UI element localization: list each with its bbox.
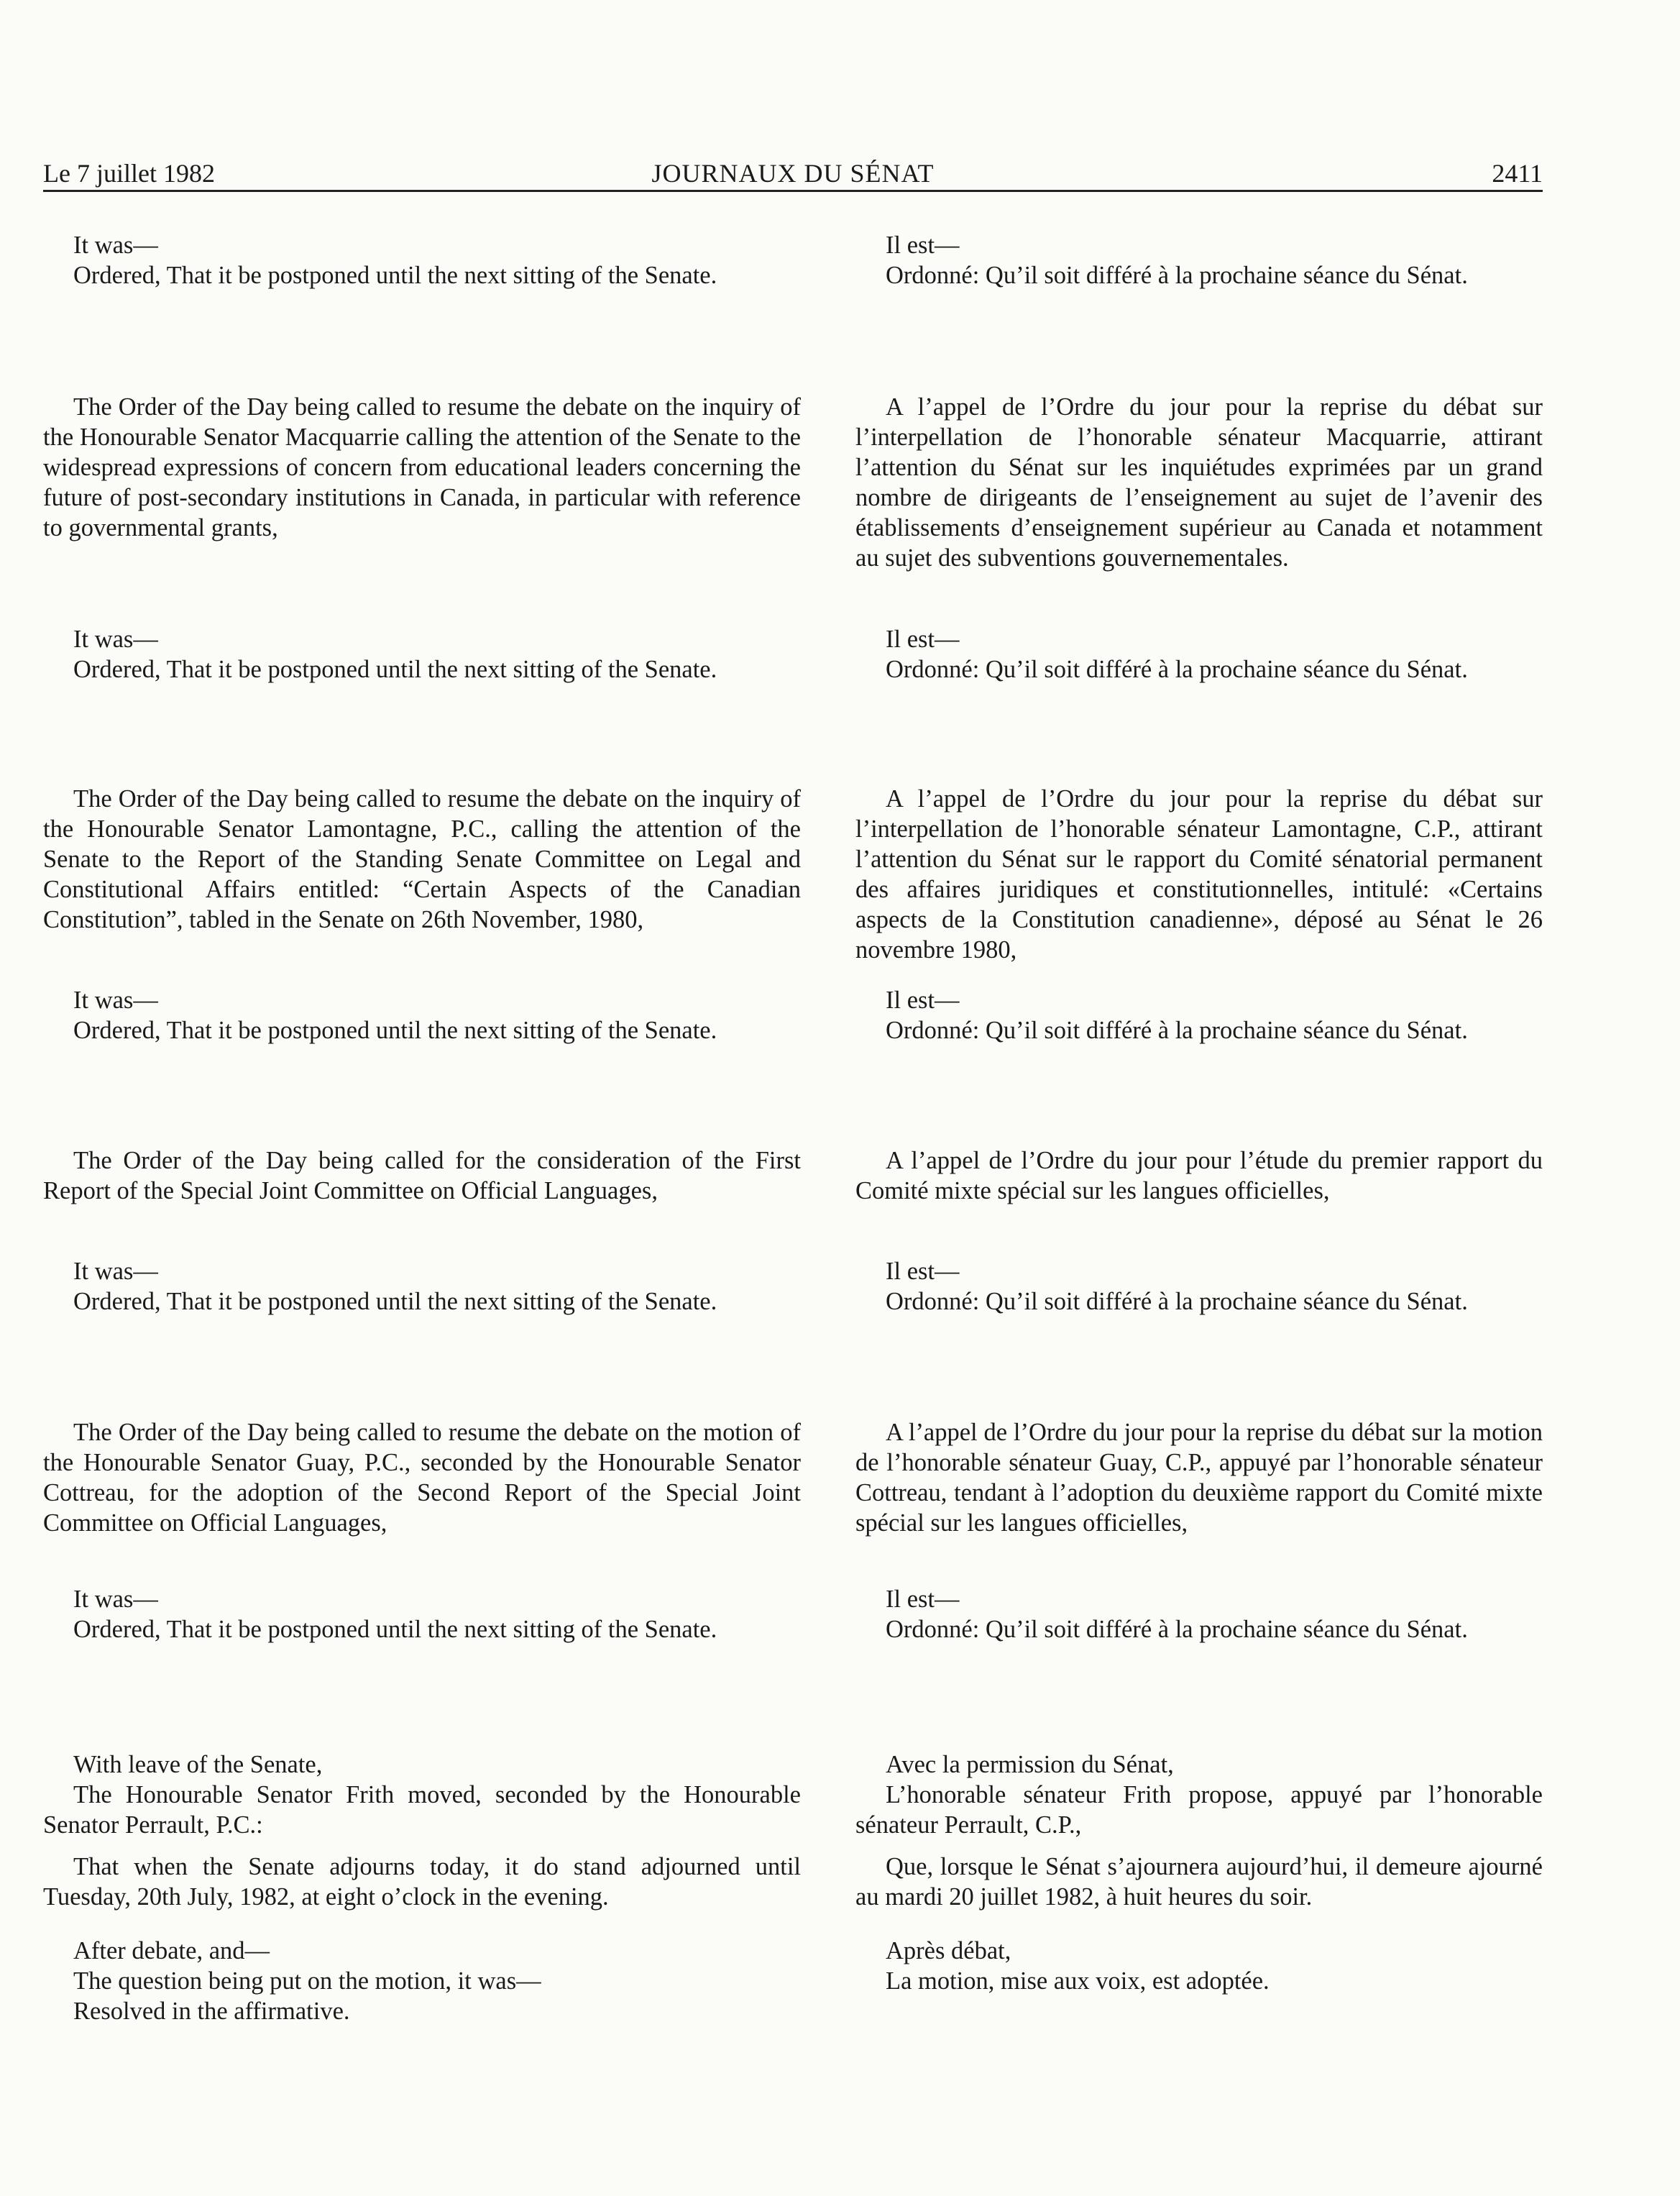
- en-result: [43, 1936, 801, 2026]
- fr-il-est: Il est—: [886, 626, 960, 653]
- fr-il-est: Il est—: [886, 232, 960, 259]
- fr-block-6: [855, 1749, 1543, 1840]
- fr-adopted: La motion, mise aux voix, est adoptée.: [886, 1967, 1270, 1995]
- en-ordered: Ordered, That it be postponed until the next sitting of the Senate.: [73, 656, 717, 683]
- en-ordered: Ordered, That it be postponed until the next sitting of the Senate.: [73, 1288, 717, 1315]
- en-block-3: [43, 784, 801, 935]
- fr-block-2: [855, 392, 1543, 573]
- fr-il-est: Il est—: [886, 987, 960, 1014]
- en-leave: With leave of the Senate,: [73, 1751, 323, 1778]
- header-title: JOURNAUX DU SÉNAT: [651, 159, 935, 188]
- fr-block-3-order: [855, 985, 1543, 1046]
- en-paragraph: The Order of the Day being called to resume the debate on the inquiry of the Honourable Senator Macquarrie calling the attention of the Senate to the widespread expressions of concern from educational leaders concerning the future of post-secondary institutions in Canada, in particular with reference to governmental grants,: [43, 393, 801, 541]
- en-ordered: Ordered, That it be postponed until the next sitting of the Senate.: [73, 1017, 717, 1044]
- en-it-was: It was—: [73, 987, 158, 1014]
- en-block-4-order: [43, 1256, 801, 1317]
- en-block-1: [43, 230, 801, 290]
- fr-motion: [855, 1852, 1543, 1912]
- en-block-2-order: [43, 624, 801, 685]
- fr-moved: L’honorable sénateur Frith propose, appuyé par l’honorable sénateur Perrault, C.P.,: [855, 1781, 1543, 1839]
- en-block-5: [43, 1417, 801, 1538]
- fr-block-5: [855, 1417, 1543, 1538]
- fr-ordonne: Ordonné: Qu’il soit différé à la prochaine séance du Sénat.: [886, 1017, 1468, 1044]
- en-block-4: [43, 1145, 801, 1206]
- en-question: The question being put on the motion, it was—: [73, 1967, 541, 1995]
- en-it-was: It was—: [73, 626, 158, 653]
- fr-ordonne: Ordonné: Qu’il soit différé à la prochaine séance du Sénat.: [886, 262, 1468, 289]
- en-resolved: Resolved in the affirmative.: [73, 1998, 350, 2025]
- en-moved: The Honourable Senator Frith moved, seconded by the Honourable Senator Perrault, P.C.:: [43, 1781, 801, 1839]
- en-ordered: Ordered, That it be postponed until the next sitting of the Senate.: [73, 262, 717, 289]
- fr-block-3: [855, 784, 1543, 965]
- fr-paragraph: A l’appel de l’Ordre du jour pour l’étude du premier rapport du Comité mixte spécial sur les langues officielles,: [855, 1147, 1543, 1204]
- fr-paragraph: A l’appel de l’Ordre du jour pour la reprise du débat sur l’interpellation de l’honorable sénateur Macquarrie, attirant l’attention du Sénat sur les inquiétudes exprimées par un grand nombre de dirigeants de l’enseignement au sujet de l’avenir des établissements d’enseignement supérieur au Canada et notamment au sujet des subventions gouvernementales.: [855, 393, 1543, 572]
- fr-block-5-order: [855, 1584, 1543, 1644]
- en-block-6: [43, 1749, 801, 1840]
- en-after-debate: After debate, and—: [73, 1937, 270, 1964]
- en-motion-text: That when the Senate adjourns today, it do stand adjourned until Tuesday, 20th July, 1982, at eight o’clock in the evening.: [43, 1853, 801, 1911]
- en-motion: [43, 1852, 801, 1912]
- page-header: [43, 157, 1543, 192]
- fr-ordonne: Ordonné: Qu’il soit différé à la prochaine séance du Sénat.: [886, 656, 1468, 683]
- fr-block-4-order: [855, 1256, 1543, 1317]
- fr-after-debate: Après débat,: [886, 1937, 1011, 1964]
- en-paragraph: The Order of the Day being called for the consideration of the First Report of the Special Joint Committee on Official Languages,: [43, 1147, 801, 1204]
- en-it-was: It was—: [73, 232, 158, 259]
- en-it-was: It was—: [73, 1586, 158, 1613]
- en-block-2: [43, 392, 801, 543]
- en-ordered: Ordered, That it be postponed until the next sitting of the Senate.: [73, 1616, 717, 1643]
- en-it-was: It was—: [73, 1258, 158, 1285]
- fr-block-4: [855, 1145, 1543, 1206]
- header-date: Le 7 juillet 1982: [43, 159, 215, 188]
- en-paragraph: The Order of the Day being called to resume the debate on the inquiry of the Honourable Senator Lamontagne, P.C., calling the attention of the Senate to the Report of the Standing Senate Committee on Legal and Constitutional Affairs entitled: “Certain Aspects of the Canadian Constitution”, tabled in the Senate on 26th November, 1980,: [43, 785, 801, 933]
- fr-il-est: Il est—: [886, 1258, 960, 1285]
- fr-il-est: Il est—: [886, 1586, 960, 1613]
- fr-paragraph: A l’appel de l’Ordre du jour pour la reprise du débat sur la motion de l’honorable sénateur Guay, C.P., appuyé par l’honorable sénateur Cottreau, tendant à l’adoption du deuxième rapport du Comité mixte spécial sur les langues officielles,: [855, 1419, 1543, 1537]
- fr-motion-text: Que, lorsque le Sénat s’ajournera aujourd’hui, il demeure ajourné au mardi 20 juillet 1982, à huit heures du soir.: [855, 1853, 1543, 1911]
- en-block-3-order: [43, 985, 801, 1046]
- page-number: 2411: [1492, 159, 1543, 188]
- fr-block-1: [855, 230, 1543, 290]
- fr-ordonne: Ordonné: Qu’il soit différé à la prochaine séance du Sénat.: [886, 1288, 1468, 1315]
- fr-ordonne: Ordonné: Qu’il soit différé à la prochaine séance du Sénat.: [886, 1616, 1468, 1643]
- fr-block-2-order: [855, 624, 1543, 685]
- en-paragraph: The Order of the Day being called to resume the debate on the motion of the Honourable Senator Guay, P.C., seconded by the Honourable Senator Cottreau, for the adoption of the Second Report of the Special Joint Committee on Official Languages,: [43, 1419, 801, 1537]
- en-block-5-order: [43, 1584, 801, 1644]
- fr-leave: Avec la permission du Sénat,: [886, 1751, 1174, 1778]
- fr-result: [855, 1936, 1543, 1996]
- fr-paragraph: A l’appel de l’Ordre du jour pour la reprise du débat sur l’interpellation de l’honorable sénateur Lamontagne, C.P., attirant l’attention du Sénat sur le rapport du Comité sénatorial permanent des affaires juridiques et constitutionnelles, intitulé: «Certains aspects de la Constitution canadienne», déposé au Sénat le 26 novembre 1980,: [855, 785, 1543, 964]
